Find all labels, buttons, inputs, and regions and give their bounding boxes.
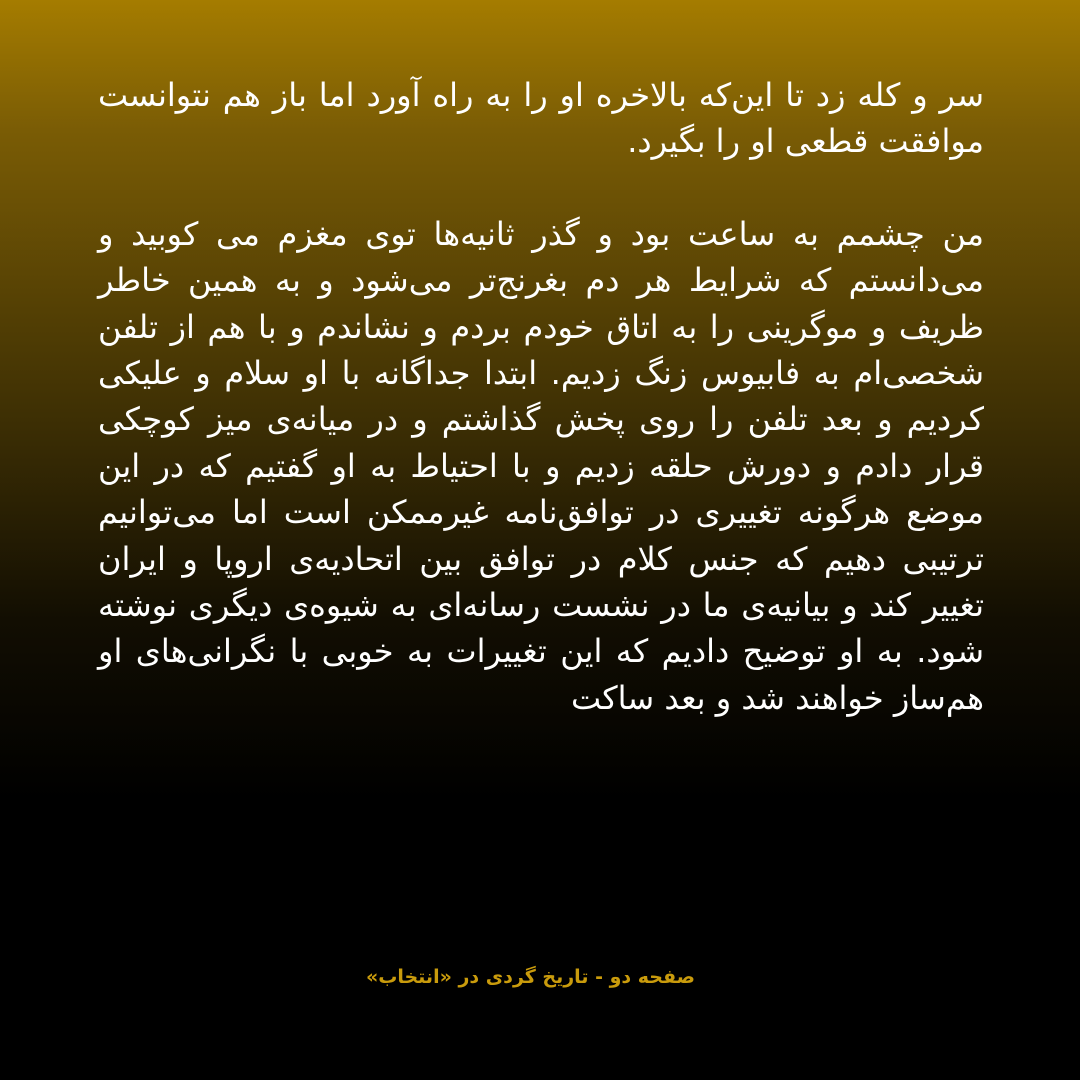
paragraph-1: سر و کله زد تا این‌که بالاخره او را به راه آورد اما باز هم نتوانست موافقت قطعی او را بگیرد.: [98, 76, 984, 161]
paragraph-2: من چشمم به ساعت بود و گذر ثانیه‌ها توی مغزم می کوبید و می‌دانستم که شرایط هر دم بغرنج‌تر می‌شود و به همین خاطر ظریف و موگرینی را به اتاق خودم بردم و نشاندم و با هم از تلفن شخصی‌ام به فابیوس زنگ زدیم. ابتدا جداگانه با او سلام و علیکی کردیم و بعد تلفن را روی پخش گذاشتم و در میانه‌ی میز کوچکی قرار دادم و دورش حلقه زدیم و با احتیاط به او گفتیم که در این موضع هرگونه تغییری در توافق‌نامه غیرممکن است اما می‌توانیم ترتیبی دهیم که جنس کلام در توافق بین اتحادیه‌ی اروپا و ایران تغییر کند و بیانیه‌ی ما در نشست رسانه‌ای به شیوه‌ی دیگری نوشته شود. به او توضیح دادیم که این تغییرات به خوبی با نگرانی‌های او هم‌ساز خواهند شد و بعد ساکت: [98, 214, 984, 717]
page-footer-caption: صفحه دو - تاریخ گردی در «انتخاب»: [365, 966, 695, 988]
body-text: [98, 72, 984, 721]
paragraph-spacer: [98, 165, 984, 211]
